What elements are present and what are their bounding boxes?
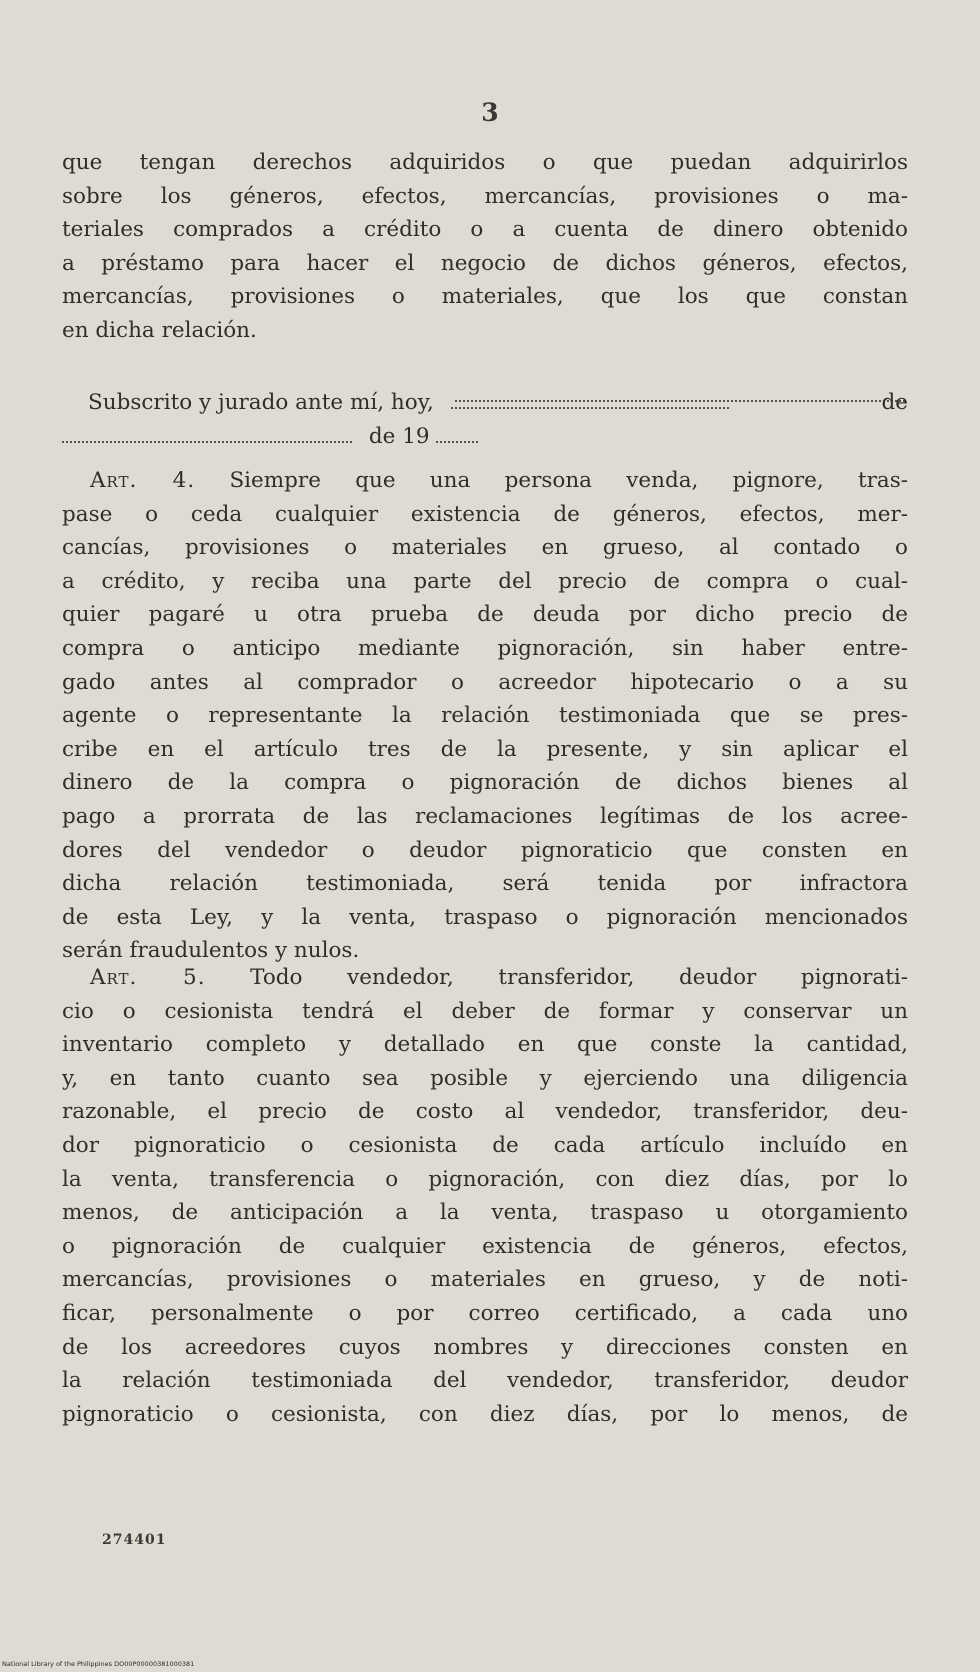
sworn-line-2 (62, 420, 908, 454)
text-line: cio o cesionista tendrá el deber de formar y conservar un (62, 998, 908, 1024)
text-line: que tengan derechos adquiridos o que puedan adquirirlos (62, 150, 908, 175)
sworn-statement (62, 386, 908, 453)
sworn-line-1 (62, 386, 908, 420)
article-4 (62, 464, 908, 968)
text-line: a préstamo para hacer el negocio de dichos géneros, efectos, (62, 250, 908, 276)
printer-code: 274401 (102, 1532, 167, 1548)
text-line: dicha relación testimoniada, será tenida por infractora (62, 871, 908, 897)
text-line: en dicha relación. (62, 317, 257, 343)
text-line: de esta Ley, y la venta, traspaso o pignoración mencionados (62, 904, 908, 930)
text-line: Art. 5. Todo vendedor, transferidor, deudor pignorati- (90, 965, 908, 990)
text-line: teriales comprados a crédito o a cuenta de dinero obtenido (62, 217, 908, 243)
text-line: la relación testimoniada del vendedor, transferidor, deudor (62, 1368, 908, 1394)
text-line: pignoraticio o cesionista, con diez días, por lo menos, de (62, 1401, 908, 1427)
text-line: pase o ceda cualquier existencia de géneros, efectos, mer- (62, 501, 908, 527)
text-line: cancías, provisiones o materiales en grueso, al contado o (62, 535, 908, 561)
text-line: a crédito, y reciba una parte del precio de compra o cual- (62, 568, 908, 594)
page-number: 3 (481, 98, 499, 127)
text-line: cribe en el artículo tres de la presente, y sin aplicar el (62, 736, 908, 762)
text-line: mercancías, provisiones o materiales, que los que constan (62, 284, 908, 310)
text-line: sobre los géneros, efectos, mercancías, provisiones o ma- (62, 183, 908, 209)
text-line: de los acreedores cuyos nombres y direcciones consten en (62, 1334, 908, 1360)
article-label: Art. 4. (90, 468, 196, 493)
year-blank (436, 423, 478, 443)
article-5 (62, 961, 908, 1431)
sworn-de: de (881, 390, 908, 415)
text-line: dores del vendedor o deudor pignoraticio que consten en (62, 837, 908, 863)
scan-credit: National Library of the Philippines DO00P00000381000381 (2, 1660, 195, 1668)
text-line: ficar, personalmente o por correo certificado, a cada uno (62, 1300, 908, 1326)
text-line: dinero de la compra o pignoración de dichos bienes al (62, 770, 908, 796)
text-line: compra o anticipo mediante pignoración, sin haber entre- (62, 635, 908, 661)
text-line: y, en tanto cuanto sea posible y ejerciendo una diligencia (62, 1065, 908, 1091)
text-line: Art. 4. Siempre que una persona venda, pignore, tras- (90, 468, 908, 493)
text-line: agente o representante la relación testimoniada que se pres- (62, 703, 908, 729)
sworn-prefix: Subscrito y jurado ante mí, hoy, (88, 390, 434, 415)
text-line: gado antes al comprador o acreedor hipotecario o a su (62, 669, 908, 695)
article-label: Art. 5. (90, 965, 206, 990)
text-line: mercancías, provisiones o materiales en grueso, y de noti- (62, 1267, 908, 1293)
text-line: dor pignoraticio o cesionista de cada artículo incluído en (62, 1132, 908, 1158)
text-line: inventario completo y detallado en que conste la cantidad, (62, 1032, 908, 1058)
text-line: o pignoración de cualquier existencia de géneros, efectos, (62, 1233, 908, 1259)
date-blank (451, 389, 729, 409)
text-line: pago a prorrata de las reclamaciones legítimas de los acree- (62, 803, 908, 829)
text-line: razonable, el precio de costo al vendedor, transferidor, deu- (62, 1099, 908, 1125)
text-line: la venta, transferencia o pignoración, con diez días, por lo (62, 1166, 908, 1192)
text-line: quier pagaré u otra prueba de deuda por dicho precio de (62, 602, 908, 628)
paragraph-continuation (62, 146, 908, 348)
sworn-year: de 19 (368, 423, 430, 449)
text-line: serán fraudulentos y nulos. (62, 938, 360, 964)
month-blank (62, 423, 352, 443)
text-line: menos, de anticipación a la venta, traspaso u otorgamiento (62, 1200, 908, 1226)
